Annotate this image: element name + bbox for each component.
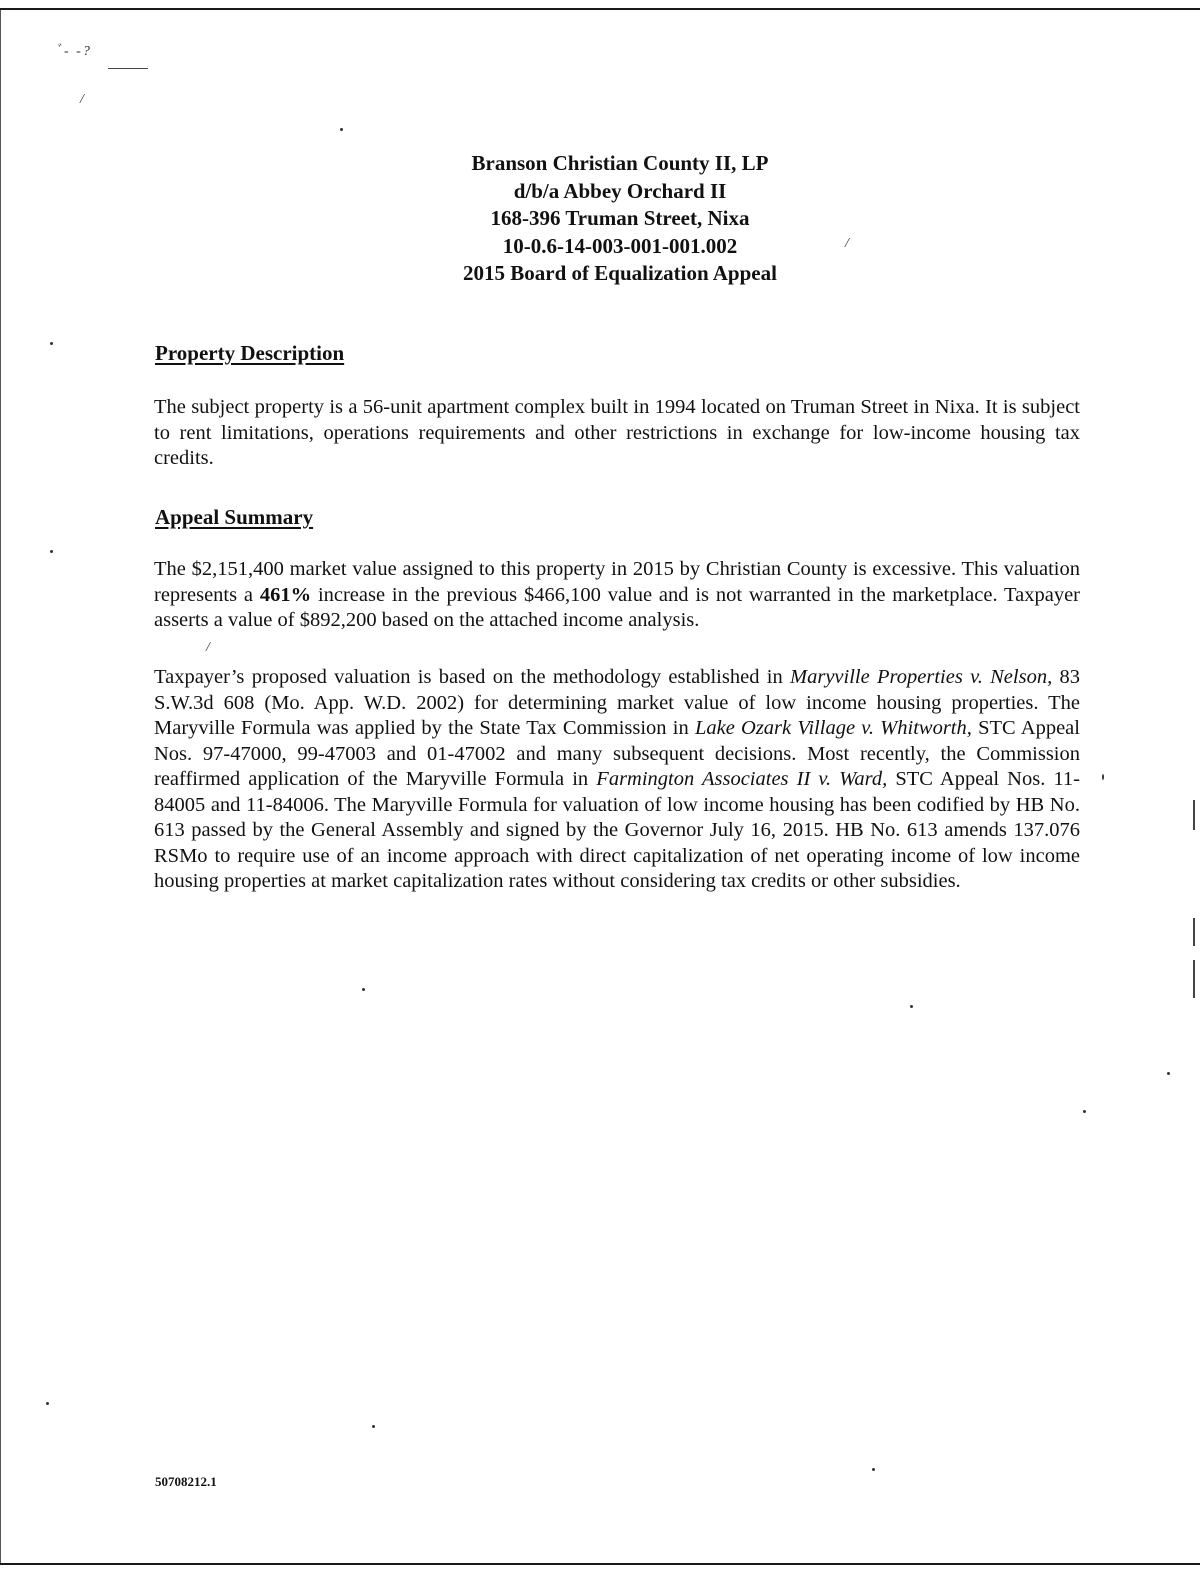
appeal-summary-paragraph-2 [154,665,1080,895]
document-header [300,150,940,288]
p2-text-c: STC Appeal Nos. 97-47000, 99-47003 and 01-47002 and many subsequent decisions. Most recently, the Commission reaffirmed application of the Maryville Formula in [154,717,1080,790]
scan-speck [1083,1110,1086,1113]
annotation-underline [108,68,148,69]
scan-speck [50,550,53,553]
p2-text-a: Taxpayer’s proposed valuation is based on the methodology established in [154,666,791,688]
scan-speck [50,342,53,345]
margin-bar [1193,918,1195,946]
scan-tick-mark: / [845,236,849,251]
p1-text-b: increase in the previous $466,100 value and is not warranted in the marketplace. Taxpayer asserts a value of $892,200 based on the attached income analysis. [154,583,1080,631]
scan-tick-mark: / [206,640,210,655]
header-company-name: Branson Christian County II, LP [471,151,769,175]
property-description-text: The subject property is a 56-unit apartment complex built in 1994 located on Truman Street in Nixa. It is subject to rent limitations, operations requirements and other restrictions in exchange for low-income housing tax credits. [154,396,1080,469]
header-address: 168-396 Truman Street, Nixa [490,206,750,230]
p2-text-d: STC Appeal Nos. 11-84005 and 11-84006. The Maryville Formula for valuation of low income housing has been codified by HB No. 613 passed by the General Assembly and signed by the Governor July 16, 2015. HB No. 613 amends 137.076 RSMo to require use of an income approach with direct capitalization of net operating income of low income housing properties at market capitalization rates without considering tax credits or other subsidies. [154,768,1081,892]
scan-tick-mark: / [80,92,84,107]
appeal-summary-paragraph-1 [154,557,1080,634]
increase-percentage: 461% [259,583,312,606]
case-citation-lake-ozark: Lake Ozark Village v. Whitworth, [694,717,972,739]
case-citation-maryville: Maryville Properties v. Nelson, [790,666,1053,688]
scan-border-bottom [0,1563,1200,1565]
handwritten-annotation: ﾞ- -? [55,44,92,59]
header-parcel-number: 10-0.6-14-003-001-001.002 [502,233,738,258]
document-id: 50708212.1 [155,1474,217,1489]
scan-speck [46,1402,49,1405]
scan-speck [1102,774,1104,780]
property-description-heading: Property Description [155,341,345,365]
scan-speck [340,128,343,131]
margin-bar [1193,800,1195,830]
scan-speck [362,988,365,991]
p2-text-b: 83 S.W.3d 608 (Mo. App. W.D. 2002) for determining market value of low income housing properties. The Maryville Formula was applied by the State Tax Commission in [154,666,1081,739]
header-dba-name: d/b/a Abbey Orchard II [513,178,727,203]
margin-bar [1193,960,1195,998]
scan-speck [872,1468,875,1471]
scan-border-left [0,10,1,1563]
appeal-summary-heading: Appeal Summary [155,505,314,529]
scan-border-top [0,8,1200,10]
scan-speck [1167,1072,1170,1075]
scan-speck [372,1425,375,1428]
case-citation-farmington: Farmington Associates II v. Ward, [596,768,888,790]
scan-speck [910,1005,913,1008]
p1-text-a: The $2,151,400 market value assigned to this property in 2015 by Christian County is excessive. This valuation represents a [154,558,1080,606]
header-appeal-title: 2015 Board of Equalization Appeal [463,261,777,285]
